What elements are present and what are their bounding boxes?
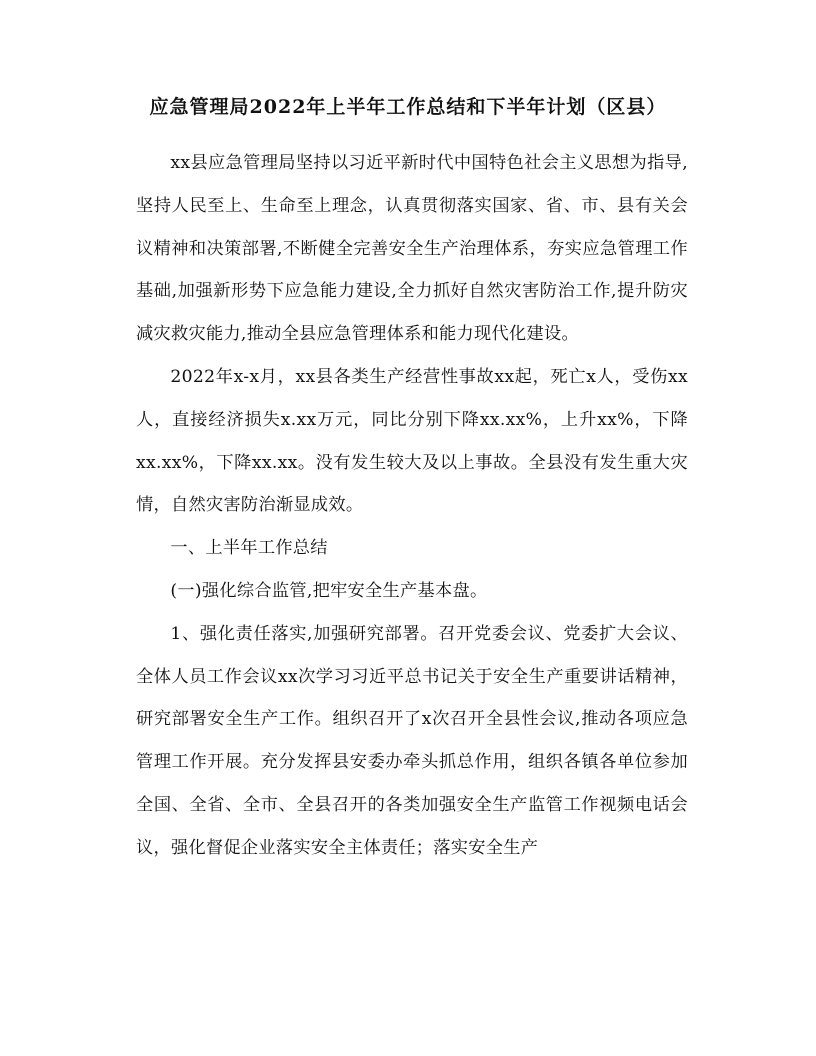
- intro-paragraph: xx县应急管理局坚持以习近平新时代中国特色社会主义思想为指导,坚持人民至上、生命至上理念，认真贯彻落实国家、省、市、县有关会议精神和决策部署,不断健全完善安全生产治理体系，夯实应急管理工作基础,加强新形势下应急能力建设,全力抓好自然灾害防治工作,提升防灾减灾救灾能力,推动全县应急管理体系和能力现代化建设。: [136, 153, 688, 345]
- document-title: 应急管理局2022年上半年工作总结和下半年计划（区县）: [149, 96, 667, 118]
- accident-stats-paragraph: 2022年x-x月，xx县各类生产经营性事故xx起，死亡x人，受伤xx人，直接经济损失x.xx万元，同比分别下降xx.xx%，上升xx%，下降xx.xx%，下降xx.xx。没有发生较大及以上事故。全县没有发生重大灾情，自然灾害防治渐显成效。: [136, 366, 688, 516]
- subsection-heading: (一)强化综合监管,把牢安全生产基本盘。: [170, 580, 488, 601]
- section-heading: 一、上半年工作总结: [170, 538, 328, 559]
- document-body: [136, 142, 688, 870]
- responsibility-paragraph: 1、强化责任落实,加强研究部署。召开党委会议、党委扩大会议、全体人员工作会议xx次学习习近平总书记关于安全生产重要讲话精神，研究部署安全生产工作。组织召开了x次召开全县性会议,推动各项应急管理工作开展。充分发挥县安委办牵头抓总作用，组织各镇各单位参加全国、全省、全市、全县召开的各类加强安全生产监管工作视频电话会议，强化督促企业落实安全主体责任；落实安全生产: [136, 623, 688, 858]
